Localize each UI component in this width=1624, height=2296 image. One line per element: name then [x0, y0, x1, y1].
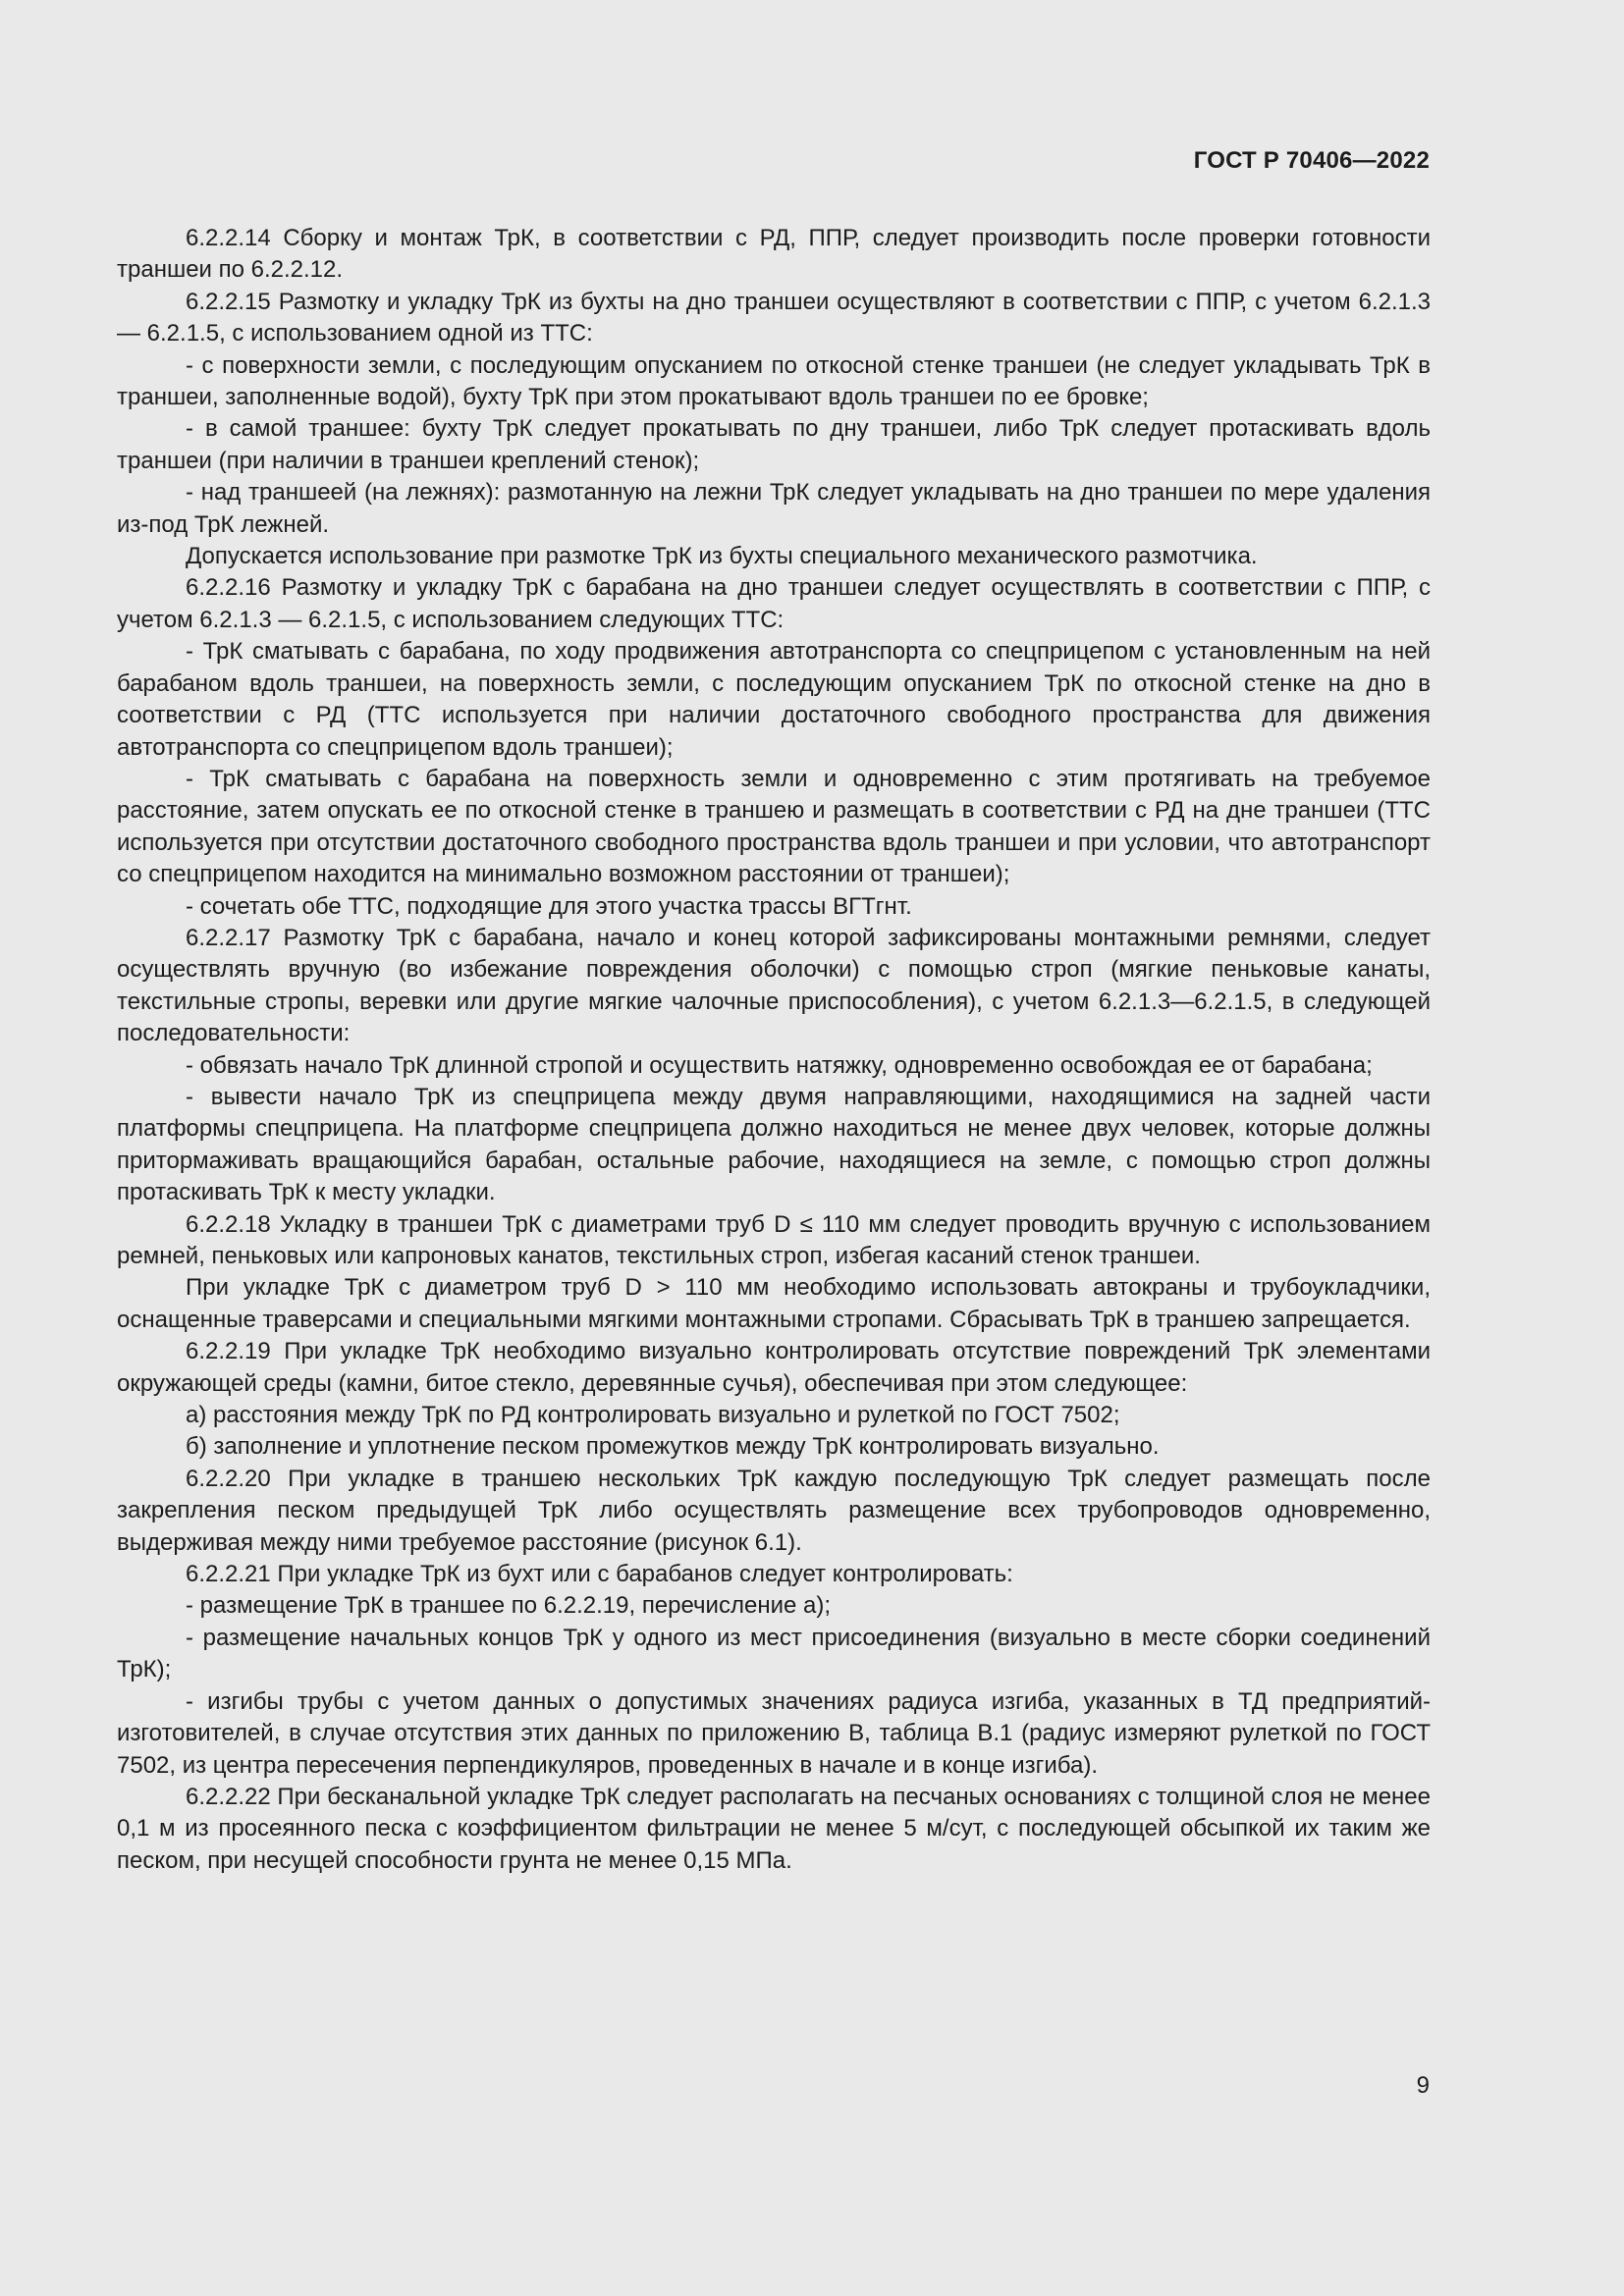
paragraph: 6.2.2.16 Размотку и укладку ТрК с барабана на дно траншеи следует осуществлять в соответствии с ППР, с учетом 6.2.1.3 — 6.2.1.5, с использованием следующих ТТС: [117, 574, 1431, 633]
document-body [117, 223, 1431, 1877]
list-item: - вывести начало ТрК из спецприцепа между двумя направляющими, находящимися на задней части платформы спецприцепа. На платформе спецприцепа должно находиться не менее двух человек, которые должны притормаживать вращающийся барабан, остальные рабочие, находящиеся на земле, с помощью строп должны протаскивать ТрК к месту укладки. [117, 1083, 1431, 1206]
document-header-title: ГОСТ Р 70406—2022 [1193, 147, 1430, 174]
paragraph: 6.2.2.14 Сборку и монтаж ТрК, в соответствии с РД, ППР, следует производить после проверки готовности траншеи по 6.2.2.12. [117, 225, 1431, 284]
paragraph: 6.2.2.18 Укладку в траншеи ТрК с диаметрами труб D ≤ 110 мм следует проводить вручную с использованием ремней, пеньковых или капроновых канатов, текстильных строп, избегая касаний стенок траншеи. [117, 1210, 1431, 1269]
paragraph: Допускается использование при размотке ТрК из бухты специального механического размотчика. [186, 543, 1258, 570]
list-item: а) расстояния между ТрК по РД контролировать визуально и рулеткой по ГОСТ 7502; [186, 1402, 1120, 1429]
list-item: б) заполнение и уплотнение песком промежутков между ТрК контролировать визуально. [186, 1433, 1160, 1461]
list-item: - изгибы трубы с учетом данных о допустимых значениях радиуса изгиба, указанных в ТД предприятий-изготовителей, в случае отсутствия этих данных по приложению В, таблица В.1 (радиус измеряют рулеткой по ГОСТ 7502, из центра пересечения перпендикуляров, проведенных в начале и в конце изгиба). [117, 1687, 1431, 1779]
list-item: - над траншеей (на лежнях): размотанную на лежни ТрК следует укладывать на дно траншеи по мере удаления из-под ТрК лежней. [117, 479, 1431, 538]
paragraph: 6.2.2.19 При укладке ТрК необходимо визуально контролировать отсутствие повреждений ТрК элементами окружающей среды (камни, битое стекло, деревянные сучья), обеспечивая при этом следующее: [117, 1338, 1431, 1397]
page-number: 9 [1416, 2072, 1430, 2099]
list-item: - ТрК сматывать с барабана на поверхность земли и одновременно с этим протягивать на требуемое расстояние, затем опускать ее по откосной стенке в траншею и размещать в соответствии с РД на дне траншеи (ТТС используется при отсутствии достаточного свободного пространства вдоль траншеи и при условии, что автотранспорт со спецприцепом находится на минимально возможном расстоянии от траншеи); [117, 765, 1431, 888]
paragraph: 6.2.2.20 При укладке в траншею нескольких ТрК каждую последующую ТрК следует размещать после закрепления песком предыдущей ТрК либо осуществлять размещение всех трубопроводов одновременно, выдерживая между ними требуемое расстояние (рисунок 6.1). [117, 1465, 1431, 1556]
paragraph: 6.2.2.15 Размотку и укладку ТрК из бухты на дно траншеи осуществляют в соответствии с ППР, с учетом 6.2.1.3 — 6.2.1.5, с использованием одной из ТТС: [117, 288, 1431, 347]
paragraph: При укладке ТрК с диаметром труб D > 110 мм необходимо использовать автокраны и трубоукладчики, оснащенные траверсами и специальными мягкими монтажными стропами. Сбрасывать ТрК в траншею запрещается. [117, 1274, 1431, 1333]
list-item: - с поверхности земли, с последующим опусканием по откосной стенке траншеи (не следует укладывать ТрК в траншеи, заполненные водой), бухту ТрК при этом прокатывают вдоль траншеи по ее бровке; [117, 351, 1431, 411]
paragraph: 6.2.2.21 При укладке ТрК из бухт или с барабанов следует контролировать: [186, 1561, 1013, 1588]
list-item: - в самой траншее: бухту ТрК следует прокатывать по дну траншеи, либо ТрК следует протаскивать вдоль траншеи (при наличии в траншеи креплений стенок); [117, 415, 1431, 474]
paragraph: 6.2.2.22 При бесканальной укладке ТрК следует располагать на песчаных основаниях с толщиной слоя не менее 0,1 м из просеянного песка с коэффициентом фильтрации не менее 5 м/сут, с последующей обсыпкой их таким же песком, при несущей способности грунта не менее 0,15 МПа. [117, 1783, 1431, 1874]
list-item: - сочетать обе ТТС, подходящие для этого участка трассы ВГТгнт. [186, 892, 912, 920]
list-item: - ТрК сматывать с барабана, по ходу продвижения автотранспорта со спецприцепом с установленным на ней барабаном вдоль траншеи, на поверхность земли, с последующим опусканием ТрК по откосной стенке на дно в соответствии с РД (ТТС используется при наличии достаточного свободного пространства для движения автотранспорта со спецприцепом вдоль траншеи); [117, 638, 1431, 761]
list-item: - размещение ТрК в траншее по 6.2.2.19, перечисление а); [186, 1592, 831, 1620]
list-item: - размещение начальных концов ТрК у одного из мест присоединения (визуально в месте сборки соединений ТрК); [117, 1624, 1431, 1683]
list-item: - обвязать начало ТрК длинной стропой и осуществить натяжку, одновременно освобождая ее от барабана; [186, 1051, 1373, 1079]
paragraph: 6.2.2.17 Размотку ТрК с барабана, начало и конец которой зафиксированы монтажными ремнями, следует осуществлять вручную (во избежание повреждения оболочки) с помощью строп (мягкие пеньковые канаты, текстильные стропы, веревки или другие мягкие чалочные приспособления), с учетом 6.2.1.3—6.2.1.5, в следующей последовательности: [117, 924, 1431, 1047]
